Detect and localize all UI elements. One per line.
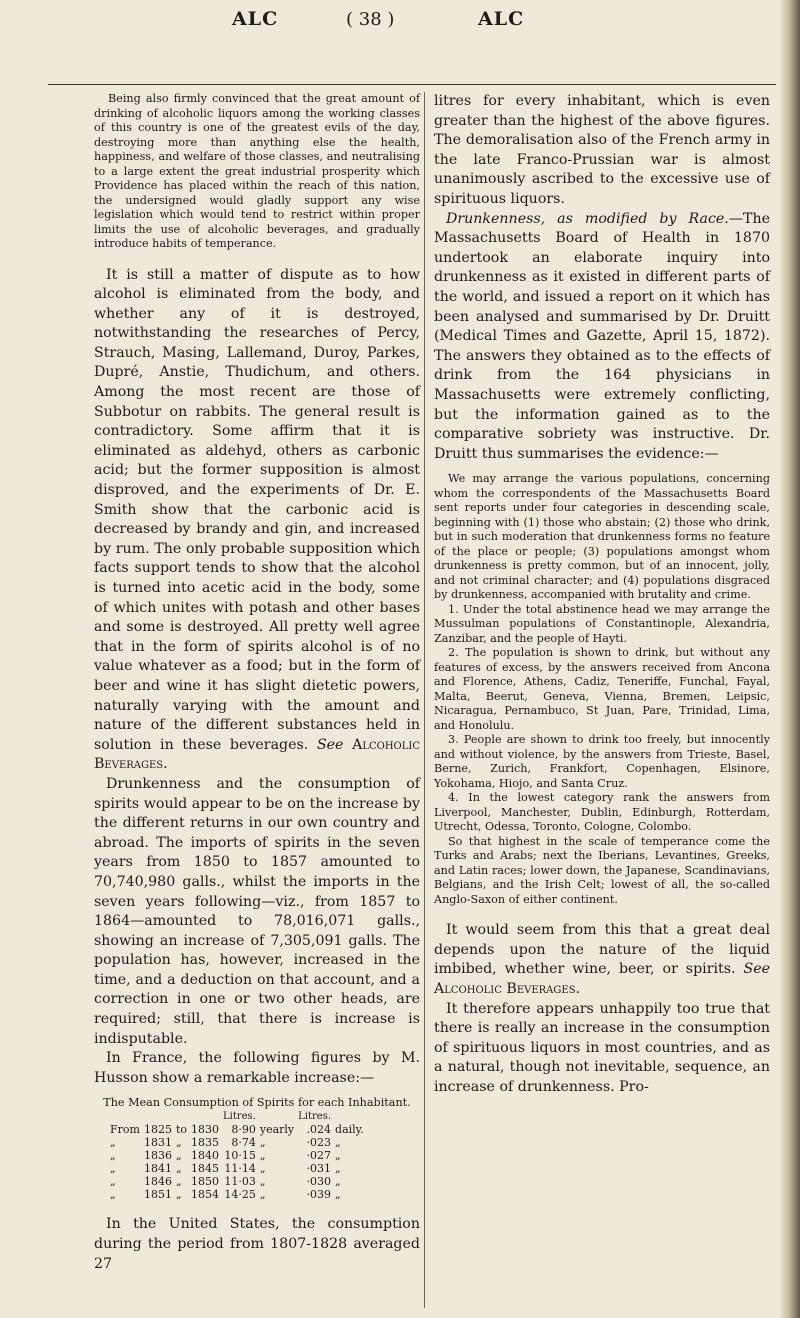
table-col-header: Litres. (298, 1111, 332, 1123)
race-paragraph (434, 210, 770, 465)
row-daily-label: „ (335, 1175, 341, 1189)
row-daily-value: ·027 (306, 1149, 332, 1163)
row-to-word: „ (175, 1136, 182, 1150)
row-daily-label: „ (335, 1162, 341, 1176)
conclusion-paragraph: It therefore appears unhappily too true that there is really an increase in the consumption of spirituous liquors in most countries, and as a natural, though not inevitable, sequence, an increase of drunkenness. Pro- (434, 1000, 770, 1096)
quote-paragraph: 4. In the lowest category rank the answers from Liverpool, Manchester, Dublin, Edinburgh, Rotterdam, Utrecht, Odessa, Toronto, Cologne, Colombo. (434, 791, 770, 834)
quote-paragraph: 1. Under the total abstinence head we may arrange the Mussulman populations of Constantinople, Alexandria, Zanzibar, and the people of Hayti. (434, 602, 770, 645)
row-to-year: 1835 (191, 1136, 219, 1150)
row-from-year: 1836 (143, 1149, 172, 1163)
row-prefix: „ (110, 1162, 116, 1176)
row-prefix: „ (110, 1149, 116, 1163)
row-yearly-value: 8·90 (231, 1123, 256, 1137)
header-rule (48, 84, 776, 85)
page-number: ( 38 ) (346, 9, 395, 30)
paragraph-text: It is still a matter of dispute as to how alcohol is eliminated from the body, and whether any of it is destroyed, notwithstanding the researches of Percy, Strauch, Masing, Lallemand, Duroy, Parkes, Dupré, Anstie, Thudichum, and others. Among the most recent are those of Subbotur on rabbits. The general result is contradictory. Some affirm that it is eliminated as aldehyd, others as carbonic acid; but the former supposition is almost disproved, and the experiments of Dr. E. Smith show that the carbonic acid is decreased by brandy and gin, and increased by rum. The only probable supposition which facts support tends to show that the alcohol is turned into acetic acid in the body, some of which unites with potash and other bases and some is destroyed. All pretty well agree that in the form of spirits alcohol is of no value whatever as a food; but in the form of beer and wine it has slight dietetic powers, naturally varying with the amount and nature of the different substances held in solution in these beverages. (94, 266, 420, 753)
table-title: The Mean Consumption of Spirits for each Inhabitant. (103, 1096, 411, 1110)
table-row (108, 1149, 366, 1162)
quote-paragraph: We may arrange the various populations, concerning whom the correspondents of the Massachusetts Board sent reports under four categories in descending scale, beginning with (1) those who abstain; (2) those who drink, but in such moderation that drunkenness forms no feature of the place or people; (3) populations amongst whom drunkenness is pretty common, but of an innocent, jolly, and not criminal character; and (4) populations disgraced by drunkenness, accompanied with brutality and crime. (434, 472, 770, 602)
quote-paragraph: 2. The population is shown to drink, but without any features of excess, by the answers received from Ancona and Florence, Athens, Cadiz, Teneriffe, Funchal, Fayal, Malta, Beerut, Geneva, Vienna, Bremen, Leipsic, Nicaragua, Pernambuco, St Juan, Pare, Trinidad, Lima, and Honolulu. (434, 646, 770, 732)
paragraph-text: —The Massachusetts Board of Health in 1870 undertook an elaborate inquiry into drunkenness as it existed in different parts of the world, and issued a report on it which has been analysed and summarised by Dr. Druitt (Medical Times and Gazette, April 15, 1872). The answers they obtained as to the effects of drink from the 164 physicians in Massachusetts were extremely conflicting, but the information gained as to the comparative sobriety was instructive. Dr. Druitt thus summarises the evidence:— (434, 210, 770, 462)
row-to-year: 1850 (191, 1175, 219, 1189)
see-word: See (316, 736, 344, 753)
united-states-paragraph: In the United States, the consumption during the period from 1807-1828 averaged 27 (94, 1216, 420, 1272)
cross-reference: Alcoholic Beverages. (94, 736, 420, 773)
column-divider (424, 92, 425, 1308)
left-body (94, 266, 420, 1089)
header-right-word: ALC (478, 8, 525, 30)
paragraph-text: It would seem from this that a great deal depends upon the nature of the liquid imbibed, whether wine, beer, or spirits. (434, 922, 770, 978)
row-daily-value: ·030 (306, 1175, 332, 1189)
right-column (434, 92, 770, 1098)
row-to-word: „ (175, 1175, 182, 1189)
row-daily-value: ·031 (306, 1162, 332, 1176)
row-daily-label: „ (335, 1136, 341, 1150)
row-from-year: 1841 (143, 1162, 172, 1176)
row-to-year: 1840 (191, 1149, 219, 1163)
row-daily-label: daily. (335, 1123, 364, 1137)
table-row (108, 1188, 366, 1201)
see-word: See (743, 961, 770, 978)
row-prefix: „ (110, 1136, 116, 1150)
row-from-year: 1825 (143, 1123, 172, 1137)
table-col-header: Litres. (223, 1111, 256, 1123)
quote-paragraph: So that highest in the scale of temperance come the Turks and Arabs; next the Iberians, Levantines, Greeks, and Latin races; lower down, the Japanese, Scandinavians, Belgians, and the Irish Celt; lowest of all, the so-called Anglo-Saxon of either continent. (434, 834, 770, 906)
cross-reference: Alcoholic Beverages. (434, 981, 581, 998)
row-prefix: From (110, 1123, 140, 1137)
row-yearly-value: 11·03 (224, 1175, 256, 1189)
left-column (94, 92, 420, 1274)
row-daily-label: „ (335, 1149, 341, 1163)
druitt-quotation (434, 472, 770, 907)
table-row (108, 1123, 366, 1136)
consumption-table-block (94, 1096, 420, 1201)
row-prefix: „ (110, 1188, 116, 1202)
row-daily-value: .024 (306, 1123, 332, 1137)
row-yearly-label: „ (259, 1149, 266, 1163)
row-to-year: 1854 (191, 1188, 219, 1202)
table-row (108, 1136, 366, 1149)
row-daily-label: „ (335, 1188, 341, 1202)
quote-paragraph: 3. People are shown to drink too freely, but innocently and without violence, by the answers from Trieste, Basel, Berne, Zurich, Frankfort, Copenhagen, Elsinore, Yokohama, Hiojo, and Santa Cruz. (434, 733, 770, 790)
row-to-word: „ (175, 1162, 182, 1176)
row-from-year: 1851 (143, 1188, 172, 1202)
row-yearly-value: 8·74 (231, 1136, 256, 1150)
liquid-nature-paragraph (434, 921, 770, 999)
row-prefix: „ (110, 1175, 116, 1189)
alcohol-elimination-paragraph (94, 266, 420, 775)
row-to-word: to (175, 1123, 187, 1137)
resolution-block (94, 92, 420, 252)
running-header (0, 8, 780, 60)
row-yearly-value: 14·25 (224, 1188, 256, 1202)
row-yearly-label: yearly (259, 1123, 295, 1137)
row-daily-value: ·039 (306, 1188, 332, 1202)
header-left-word: ALC (232, 8, 279, 30)
row-to-word: „ (175, 1149, 182, 1163)
row-yearly-label: „ (259, 1136, 266, 1150)
section-heading: Drunkenness, as modified by Race. (446, 210, 729, 227)
french-army-paragraph: litres for every inhabitant, which is even greater than the highest of the above figures. The demoralisation also of the French army in the late Franco-Prussian war is almost unanimously ascribed to the excessive use of spirituous liquors. (434, 93, 770, 207)
resolution-paragraph: Being also firmly convinced that the great amount of drinking of alcoholic liquors among the working classes of this country is one of the greatest evils of the day, destroying more than anything else the health, happiness, and welfare of those classes, and neutralising to a large extent the great industrial prosperity which Providence has placed within the reach of this nation, the undersigned would gladly support any wise legislation which would tend to restrict within proper limits the use of alcoholic beverages, and gradually introduce habits of temperance. (94, 92, 420, 250)
page-edge-shadow (780, 0, 800, 1318)
row-to-word: „ (175, 1188, 182, 1202)
row-to-year: 1830 (191, 1123, 219, 1137)
row-daily-value: ·023 (306, 1136, 332, 1150)
row-from-year: 1846 (143, 1175, 172, 1189)
row-yearly-value: 11·14 (224, 1162, 256, 1176)
row-yearly-label: „ (259, 1175, 266, 1189)
row-yearly-label: „ (259, 1188, 266, 1202)
row-from-year: 1831 (143, 1136, 172, 1150)
table-row (108, 1162, 366, 1175)
row-yearly-label: „ (259, 1162, 266, 1176)
row-yearly-value: 10·15 (224, 1149, 256, 1163)
drunkenness-increase-paragraph: Drunkenness and the consumption of spirits would appear to be on the increase by the different returns in our own country and abroad. The imports of spirits in the seven years from 1850 to 1857 amounted to 70,740,980 galls., whilst the imports in the seven years following—viz., from 1857 to 1864—amounted to 78,016,071 galls., showing an increase of 7,305,091 galls. The population has, however, increased in the time, and a deduction on that account, and a correction in one or two other heads, are required; still, that there is increase is indisputable. (94, 775, 420, 1047)
consumption-table (108, 1110, 366, 1201)
row-to-year: 1845 (191, 1162, 219, 1176)
france-intro-paragraph: In France, the following figures by M. Husson show a remarkable increase:— (94, 1050, 420, 1086)
table-row (108, 1175, 366, 1188)
